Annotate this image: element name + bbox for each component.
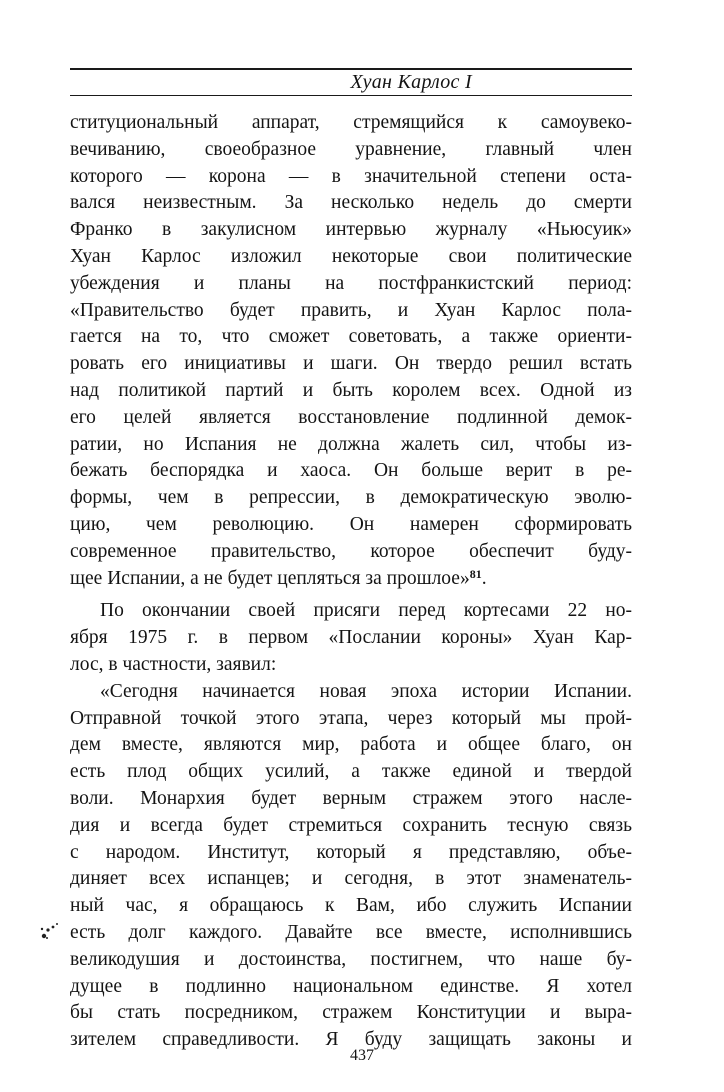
text-line: гается на то, что сможет советовать, а также ориенти- [70,326,632,348]
text-line: формы, чем в репрессии, в демократическую эволю- [70,487,632,509]
text-line: его целей является восстановление подлинной демок- [70,406,632,428]
text-line: воли. Монархия будет верным стражем этого насле- [70,787,632,809]
text-line: цию, чем революцию. Он намерен сформировать [70,513,632,535]
text-line: убеждения и планы на постфранкистский период: [70,272,632,294]
paragraph-3 [70,679,632,1054]
text-line: лос, в частности, заявил: [70,653,277,675]
text-line: ровать его инициативы и шаги. Он твердо решил встать [70,353,632,375]
text-line: над политикой партий и быть королем всех. Одной из [70,379,632,401]
text-line: вался неизвестным. За несколько недель до смерти [70,192,632,214]
sentence-end: . [481,567,487,589]
text-line: дия и всегда будет стремиться сохранить тесную связь [70,814,632,836]
text-line: Хуан Карлос изложил некоторые свои политические [70,245,632,267]
text-line: ября 1975 г. в первом «Послании короны» Хуан Кар- [70,627,632,649]
header-rule-bottom [70,95,632,96]
text-line: великодушия и достоинства, постигнем, что наше бу- [70,948,632,970]
text-line: ституциональный аппарат, стремящийся к самоувеко- [70,112,632,133]
text-line: Отправной точкой этого этапа, через который мы прой- [70,707,632,729]
text-line: вечиванию, своеобразное уравнение, главный член [70,138,632,160]
page-number: 437 [350,1047,374,1064]
text-line: ратии, но Испания не должна жалеть сил, чтобы из- [70,433,632,455]
text-line: бежать беспорядка и хаоса. Он больше верит в ре- [70,460,632,482]
text-line: диняет всех испанцев; и сегодня, в этот знаменатель- [70,868,632,890]
text-line: с народом. Институт, который я представляю, объе- [70,841,632,863]
text-line: ный час, я обращаюсь к Вам, ибо служить Испании [70,895,632,917]
text-line: бы стать посредником, стражем Конституции и выра- [70,1002,632,1024]
footnote-ref: 81 [469,566,482,581]
text-line: которого — корона — в значительной степени оста- [70,165,632,187]
text-line: есть долг каждого. Давайте все вместе, исполнившись [70,921,632,943]
text-line: «Правительство будет править, и Хуан Карлос пола- [70,299,632,321]
margin-ink-mark [36,916,66,946]
text-line-content: щее Испании, а не будет цепляться за прошлое» [70,567,470,589]
body-text [70,110,632,1054]
text-line: дем вместе, являются мир, работа и общее благо, он [70,734,632,756]
text-line: дущее в подлинно национальном единстве. Я хотел [70,975,632,997]
paragraph-1 [70,110,632,592]
text-line-last [70,566,632,593]
text-line: есть плод общих усилий, а также единой и твердой [70,761,632,783]
running-head: Хуан Карлос I [350,71,472,93]
text-line: Франко в закулисном интервью журналу «Ньюсуик» [70,219,632,241]
paragraph-2 [70,598,632,678]
text-line: современное правительство, которое обеспечит буду- [70,540,632,562]
text-line: зителем справедливости. Я буду защищать законы и [70,1029,632,1051]
text-line: По окончании своей присяги перед кортесами 22 но- [100,600,632,622]
text-line: «Сегодня начинается новая эпоха истории Испании. [100,680,632,702]
